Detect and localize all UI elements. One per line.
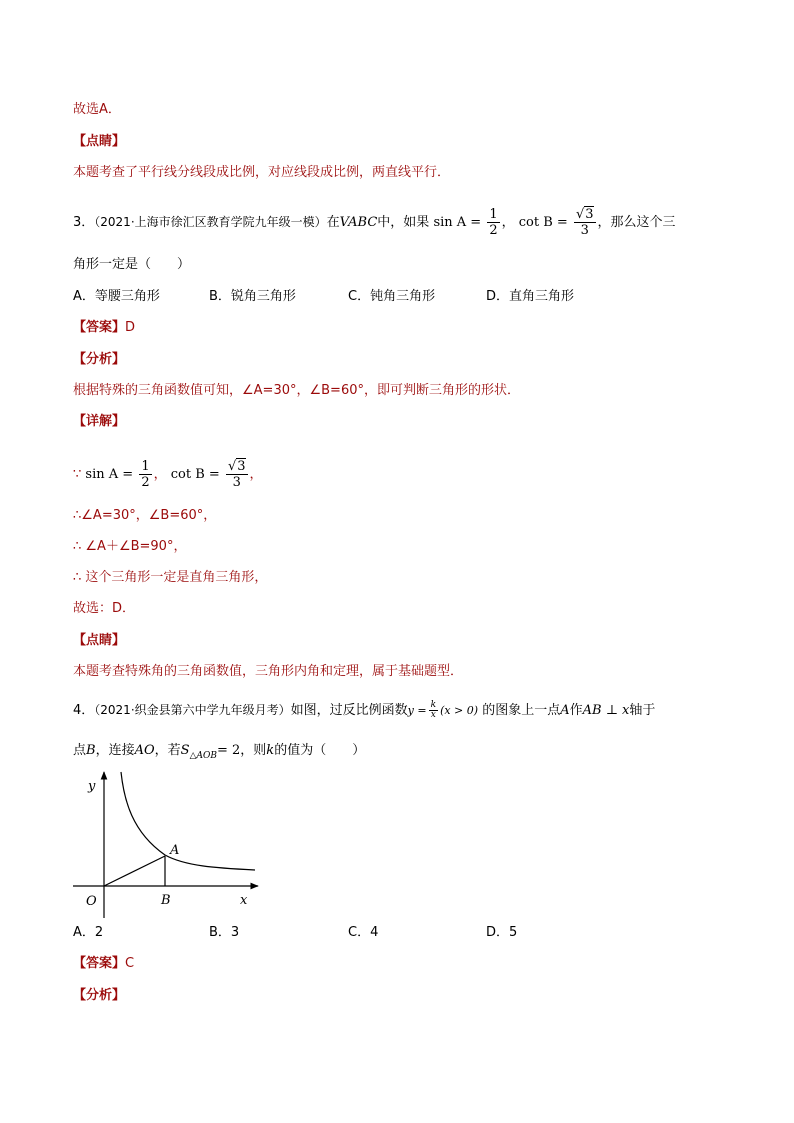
frac-num: 1 (141, 459, 150, 474)
q4-option-c: C．4 (348, 925, 379, 940)
q3-stem-b: 中，如果 (377, 215, 430, 230)
dianjing-label: 【点睛】 (73, 134, 126, 149)
q3-detail-comma-end: ， (249, 467, 263, 482)
frac-den: 2 (141, 475, 150, 490)
q4-perp-expr: AB ⊥ x (582, 703, 630, 718)
q3-comma: ， (501, 215, 515, 230)
q3-option-d: D．直角三角形 (486, 289, 575, 304)
q3-step1: ∴∠A=30°，∠B=60°， (73, 508, 217, 523)
q3-number: 3． (73, 215, 95, 230)
frac-den: 3 (580, 223, 589, 238)
q4-y-eq: y = (407, 704, 427, 717)
q4-condition: (x > 0) (440, 704, 479, 717)
q4-source: （2021·织金县第六中学九年级月考） (94, 703, 291, 717)
q3-dianjing-text: 本题考查特殊角的三角函数值，三角形内角和定理，属于基础题型． (73, 664, 464, 679)
label-y: y (88, 779, 96, 794)
q4-area-subscript: △AOB (189, 751, 217, 761)
label-o: O (86, 894, 97, 909)
q3-detail-cot: cot B = (170, 467, 220, 482)
q3-step3: ∴ 这个三角形一定是直角三角形， (73, 570, 268, 585)
q4-answer-line (73, 955, 134, 973)
q3-stem-a: 在 (326, 215, 340, 230)
q3-analysis-text: 根据特殊的三角函数值可知，∠A=30°，∠B=60°，即可判断三角形的形状． (73, 383, 520, 398)
frac-num: k (430, 700, 437, 710)
label-b: B (161, 893, 171, 908)
q4-option-a: A．2 (73, 925, 104, 940)
q3-option-a: A．等腰三角形 (73, 289, 160, 304)
q3-step2: ∴ ∠A＋∠B=90°， (73, 539, 187, 554)
hyperbola-curve (121, 772, 255, 870)
q3-answer-label: 【答案】 (73, 320, 126, 335)
q4-var-k: k (266, 743, 275, 758)
q4-area-value: = 2 (216, 743, 241, 758)
q4-analysis-heading (73, 987, 125, 1005)
q3-detail-label: 【详解】 (73, 414, 126, 429)
q3-cot-expr: cot B = (518, 215, 568, 230)
conclusion-text: 故选A． (73, 102, 121, 117)
q4-point-a: A (560, 703, 570, 718)
q3-answer-value: D (125, 320, 136, 335)
q4-answer-value: C (125, 956, 135, 971)
q4-option-b: B．3 (209, 925, 240, 940)
q4-stem-c: 作 (569, 703, 583, 718)
q4-segment-ao: AO (134, 743, 155, 758)
q3-stem-line2-text: 角形一定是（ ） (73, 257, 191, 272)
q4-stem-line2-b: ，连接 (95, 743, 135, 758)
segment-oa (104, 856, 165, 886)
q3-analysis-label: 【分析】 (73, 352, 126, 367)
label-x: x (240, 893, 248, 908)
q4-analysis-label: 【分析】 (73, 988, 126, 1003)
sqrt-symbol: √3 (575, 207, 594, 222)
q4-stem-line2-e: 的值为（ ） (274, 743, 366, 758)
q3-triangle: VABC (339, 215, 378, 230)
q4-stem-b: 的图象上一点 (482, 703, 561, 718)
sqrt-radicand: 3 (585, 207, 594, 222)
q4-stem-line2-c: ，若 (154, 743, 181, 758)
q3-detail-sin: sin A = (85, 467, 134, 482)
label-a: A (170, 843, 180, 858)
frac-den: x (430, 710, 436, 720)
q3-conclusion: 故选：D． (73, 601, 136, 616)
q4-stem-a: 如图，过反比例函数 (290, 703, 408, 718)
q3-option-c: C．钝角三角形 (348, 289, 436, 304)
q3-source: （2021·上海市徐汇区教育学院九年级一模） (94, 215, 327, 229)
frac-den: 3 (232, 475, 241, 490)
q3-detail-comma: ， (153, 467, 167, 482)
q4-stem-line2-d: ，则 (240, 743, 267, 758)
q3-option-b: B．锐角三角形 (209, 289, 296, 304)
because-symbol: ∵ (73, 467, 82, 482)
q3-sin-expr: sin A = (433, 215, 482, 230)
q4-stem-d: 轴于 (629, 703, 656, 718)
q4-stem-line2-a: 点 (73, 743, 87, 758)
q4-number: 4． (73, 703, 95, 718)
sqrt-symbol: √3 (227, 459, 246, 474)
q4-answer-label: 【答案】 (73, 956, 126, 971)
q4-option-d: D．5 (486, 925, 518, 940)
frac-den: 2 (489, 223, 498, 238)
q4-area-s: S (180, 743, 190, 758)
sqrt-radicand: 3 (237, 459, 246, 474)
q4-point-b: B (86, 743, 96, 758)
q3-dianjing-label: 【点睛】 (73, 633, 126, 648)
q3-stem-c: ，那么这个三 (597, 215, 676, 230)
dianjing-text: 本题考查了平行线分线段成比例，对应线段成比例，两直线平行． (73, 165, 451, 180)
frac-num: 1 (489, 207, 498, 222)
